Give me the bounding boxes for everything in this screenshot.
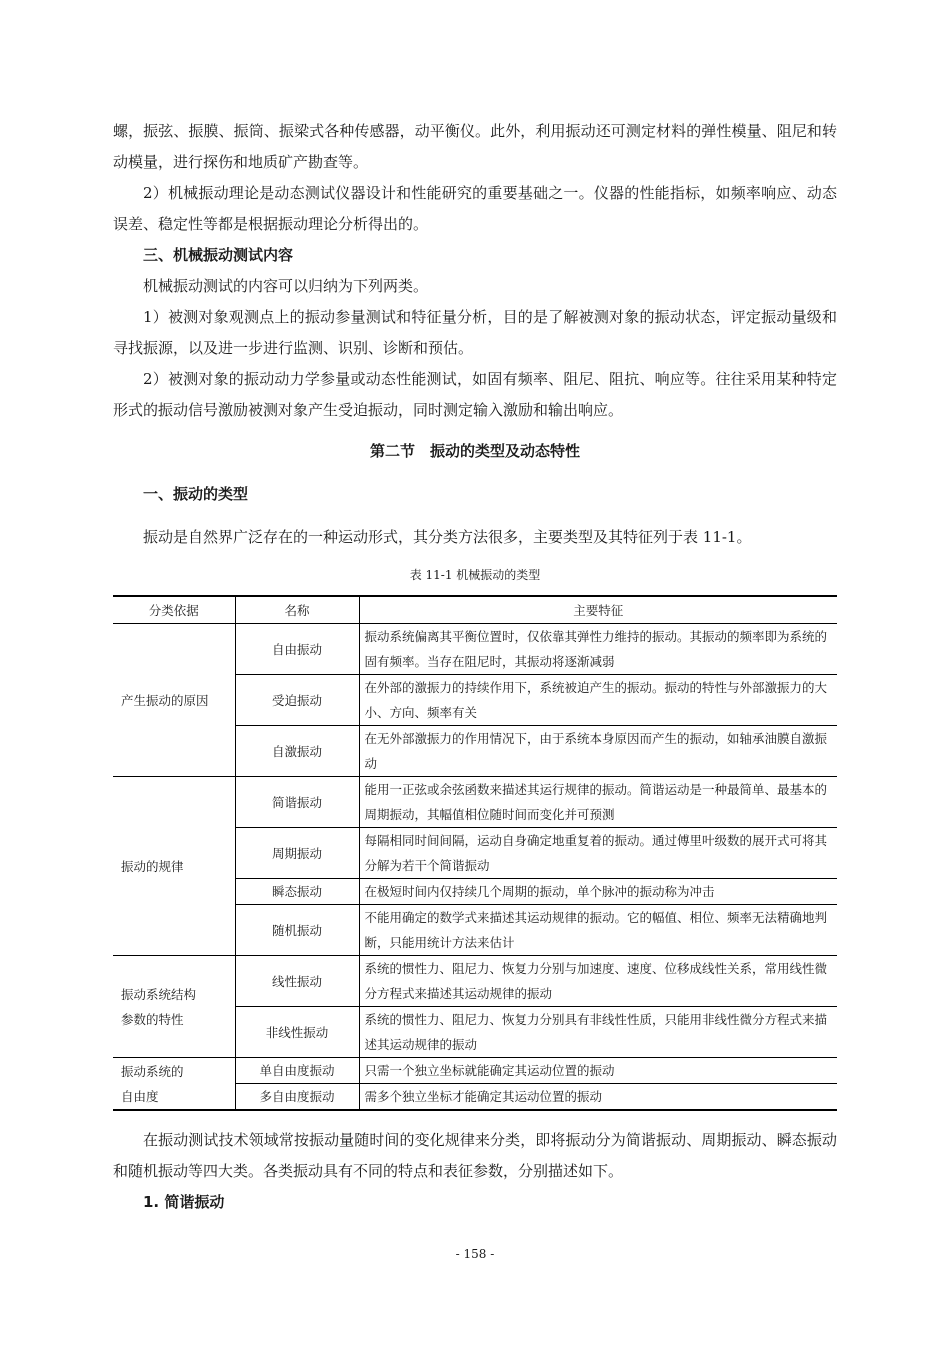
feature-cell: 每隔相同时间间隔，运动自身确定地重复着的振动。通过傅里叶级数的展开式可将其分解为若干个简谐振动 bbox=[359, 828, 837, 879]
category-line: 振动系统结构 bbox=[121, 986, 197, 1002]
name-cell: 受迫振动 bbox=[235, 675, 359, 726]
name-cell: 自激振动 bbox=[235, 726, 359, 777]
feature-cell: 能用一正弦或余弦函数来描述其运行规律的振动。简谐运动是一种最简单、最基本的周期振动，其幅值相位随时间而变化并可预测 bbox=[359, 777, 837, 828]
category-line: 参数的特性 bbox=[121, 1011, 184, 1027]
paragraph-classification: 在振动测试技术领域常按振动量随时间的变化规律来分类，即将振动分为简谐振动、周期振动、瞬态振动和随机振动等四大类。各类振动具有不同的特点和表征参数，分别描述如下。 bbox=[113, 1131, 837, 1180]
category-line: 振动系统的 bbox=[121, 1063, 184, 1079]
name-cell: 周期振动 bbox=[235, 828, 359, 879]
category-cell: 振动的规律 bbox=[113, 777, 235, 956]
feature-cell: 振动系统偏离其平衡位置时，仅依靠其弹性力维持的振动。其振动的频率即为系统的固有频率。当存在阻尼时，其振动将逐渐减弱 bbox=[359, 624, 837, 675]
paragraph-types-intro: 振动是自然界广泛存在的一种运动形式，其分类方法很多，主要类型及其特征列于表 11-1。 bbox=[143, 528, 752, 546]
vibration-types-table bbox=[113, 595, 837, 1111]
category-cell bbox=[113, 956, 235, 1058]
header-category: 分类依据 bbox=[113, 596, 235, 624]
section-title: 第二节 振动的类型及动态特性 bbox=[369, 442, 580, 460]
heading-test-content: 三、机械振动测试内容 bbox=[143, 246, 294, 264]
feature-cell: 不能用确定的数学式来描述其运动规律的振动。它的幅值、相位、频率无法精确地判断，只能用统计方法来估计 bbox=[359, 905, 837, 956]
category-cell: 产生振动的原因 bbox=[113, 624, 235, 777]
heading-vibration-types: 一、振动的类型 bbox=[143, 485, 249, 503]
name-cell: 线性振动 bbox=[235, 956, 359, 1007]
paragraph-theory: 2）机械振动理论是动态测试仪器设计和性能研究的重要基础之一。仪器的性能指标，如频率响应、动态误差、稳定性等都是根据振动理论分析得出的。 bbox=[113, 184, 837, 233]
paragraph-content-1: 1）被测对象观测点上的振动参量测试和特征量分析，目的是了解被测对象的振动状态，评定振动量级和寻找振源，以及进一步进行监测、识别、诊断和预估。 bbox=[113, 308, 837, 357]
category-line: 自由度 bbox=[121, 1088, 159, 1104]
paragraph-content-intro: 机械振动测试的内容可以归纳为下列两类。 bbox=[143, 277, 429, 295]
paragraph-content-2: 2）被测对象的振动动力学参量或动态性能测试，如固有频率、阻尼、阻抗、响应等。往往采用某种特定形式的振动信号激励被测对象产生受迫振动，同时测定输入激励和输出响应。 bbox=[113, 370, 837, 419]
category-cell bbox=[113, 1058, 235, 1111]
name-cell: 多自由度振动 bbox=[235, 1084, 359, 1111]
feature-cell: 在极短时间内仅持续几个周期的振动，单个脉冲的振动称为冲击 bbox=[359, 879, 837, 905]
name-cell: 简谐振动 bbox=[235, 777, 359, 828]
name-cell: 随机振动 bbox=[235, 905, 359, 956]
feature-cell: 在无外部激振力的作用情况下，由于系统本身原因而产生的振动，如轴承油膜自激振动 bbox=[359, 726, 837, 777]
name-cell: 非线性振动 bbox=[235, 1007, 359, 1058]
feature-cell: 系统的惯性力、阻尼力、恢复力分别具有非线性性质，只能用非线性微分方程式来描述其运动规律的振动 bbox=[359, 1007, 837, 1058]
name-cell: 自由振动 bbox=[235, 624, 359, 675]
page-number: - 158 - bbox=[455, 1247, 495, 1261]
paragraph-continuation: 螺，振弦、振膜、振筒、振梁式各种传感器，动平衡仪。此外，利用振动还可测定材料的弹性模量、阻尼和转动模量，进行探伤和地质矿产勘查等。 bbox=[113, 122, 837, 171]
feature-cell: 需多个独立坐标才能确定其运动位置的振动 bbox=[359, 1084, 837, 1111]
table-caption: 表 11-1 机械振动的类型 bbox=[409, 568, 541, 582]
table-row bbox=[113, 1058, 837, 1084]
name-cell: 单自由度振动 bbox=[235, 1058, 359, 1084]
table-row bbox=[113, 624, 837, 675]
feature-cell: 在外部的激振力的持续作用下，系统被迫产生的振动。振动的特性与外部激振力的大小、方向、频率有关 bbox=[359, 675, 837, 726]
heading-harmonic-vibration: 1. 简谐振动 bbox=[143, 1193, 225, 1211]
table-row bbox=[113, 956, 837, 1007]
table-header-row bbox=[113, 596, 837, 624]
feature-cell: 系统的惯性力、阻尼力、恢复力分别与加速度、速度、位移成线性关系，常用线性微分方程式来描述其运动规律的振动 bbox=[359, 956, 837, 1007]
table-row bbox=[113, 777, 837, 828]
feature-cell: 只需一个独立坐标就能确定其运动位置的振动 bbox=[359, 1058, 837, 1084]
header-feature: 主要特征 bbox=[359, 596, 837, 624]
header-name: 名称 bbox=[235, 596, 359, 624]
page-body bbox=[113, 116, 837, 1218]
name-cell: 瞬态振动 bbox=[235, 879, 359, 905]
